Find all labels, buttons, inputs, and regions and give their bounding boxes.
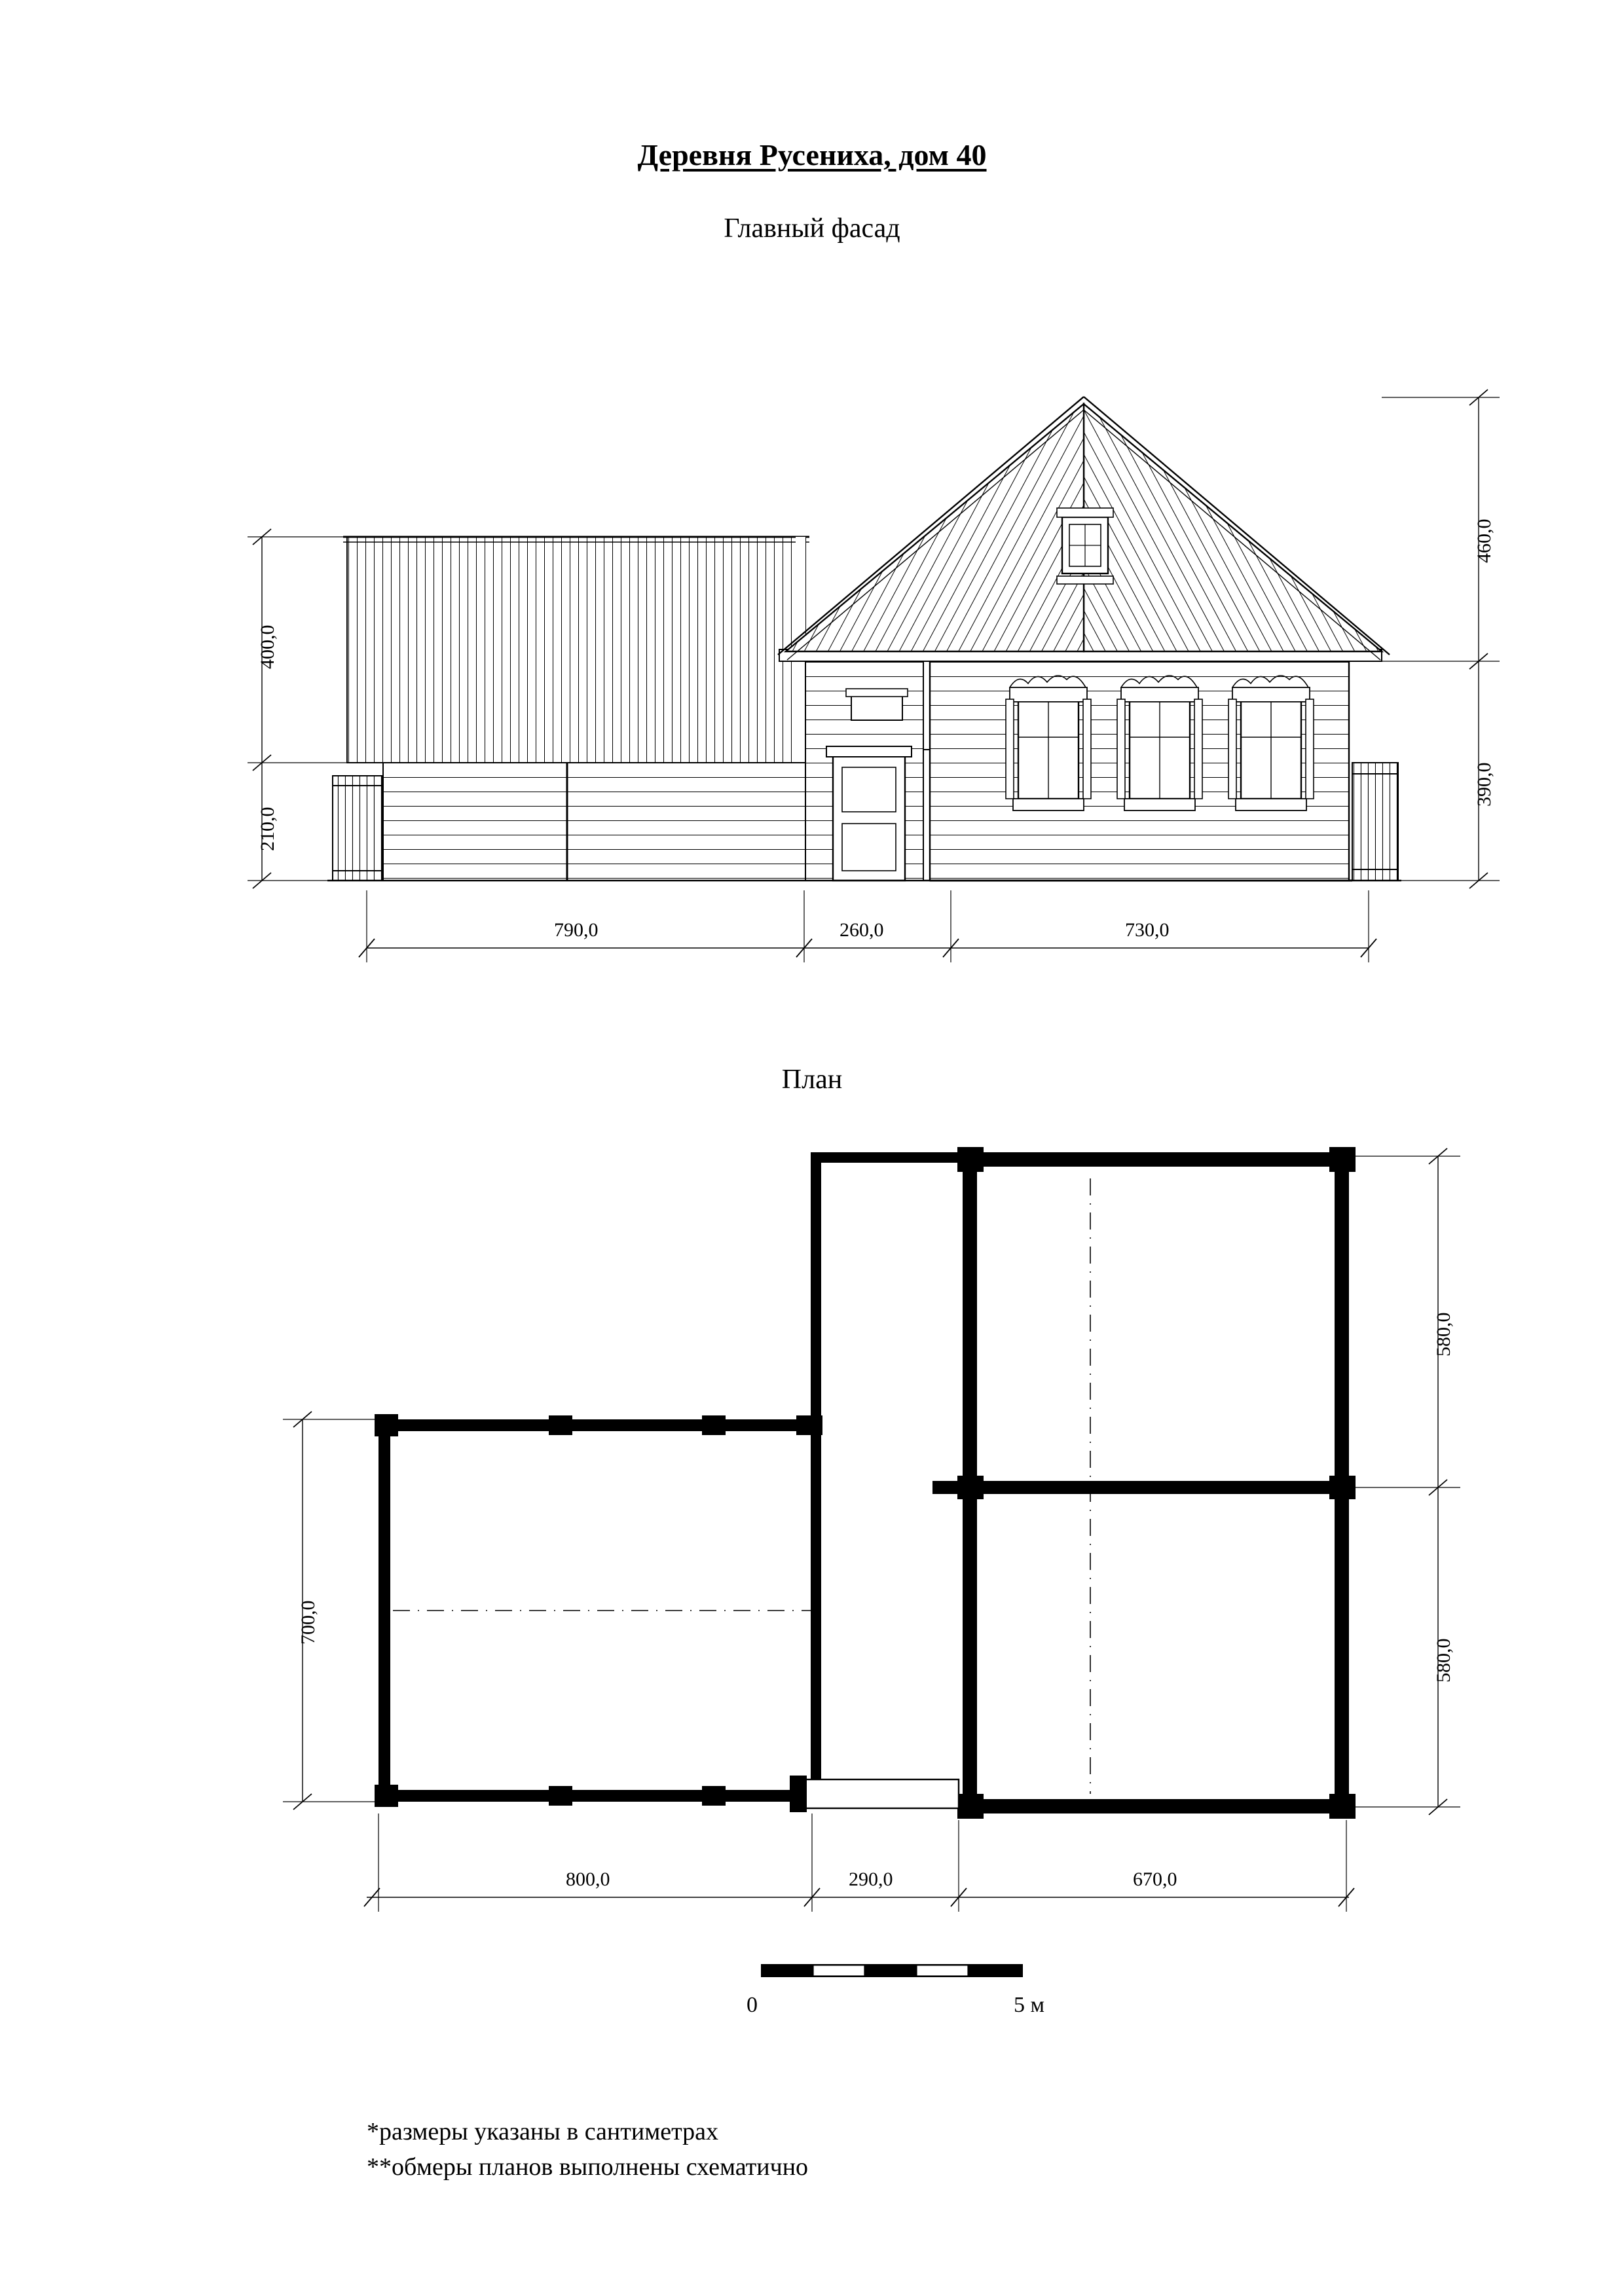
plan-section-title: План: [781, 1065, 843, 1095]
page-title: [0, 137, 1624, 172]
note-2: **обмеры планов выполнены схематично: [367, 2153, 809, 2181]
plan-dim-left-700: 700,0: [297, 1600, 319, 1645]
scale-bar: [761, 1964, 1023, 1977]
facade-dim-right-460: 460,0: [1473, 519, 1495, 563]
window-carved-3: [1228, 676, 1314, 811]
porch-vent-window: [851, 694, 902, 720]
facade-dim-left-400: 400,0: [257, 625, 278, 669]
entrance-door: [833, 756, 905, 881]
plan-dim-right-580-top: 580,0: [1433, 1312, 1454, 1357]
attic-window: [1057, 508, 1113, 584]
note-1: *размеры указаны в сантиметрах: [367, 2118, 719, 2145]
notes-block: [367, 2115, 808, 2185]
plan-dim-bottom-290: 290,0: [849, 1868, 893, 1890]
page-title-text: Деревня Русениха, дом 40: [637, 138, 987, 172]
window-carved-2: [1117, 676, 1202, 811]
scale-bar-end-label: 5 м: [1014, 1993, 1045, 2017]
window-carved-1: [1006, 676, 1091, 811]
plan-drawing: [283, 1147, 1460, 1912]
facade-dim-right-390: 390,0: [1473, 762, 1495, 807]
scale-bar-start-label: 0: [747, 1993, 758, 2017]
facade-section-title: Главный фасад: [724, 213, 900, 244]
plan-dim-bottom-800: 800,0: [566, 1868, 610, 1890]
plan-dim-bottom-670: 670,0: [1133, 1868, 1177, 1890]
facade-dim-left-210: 210,0: [257, 807, 278, 851]
plan-dim-right-580-bottom: 580,0: [1433, 1638, 1454, 1683]
facade-dim-bottom-260: 260,0: [840, 919, 884, 941]
facade-dim-bottom-790: 790,0: [554, 919, 599, 941]
facade-dim-bottom-730: 730,0: [1125, 919, 1170, 941]
facade-drawing: [248, 390, 1500, 962]
